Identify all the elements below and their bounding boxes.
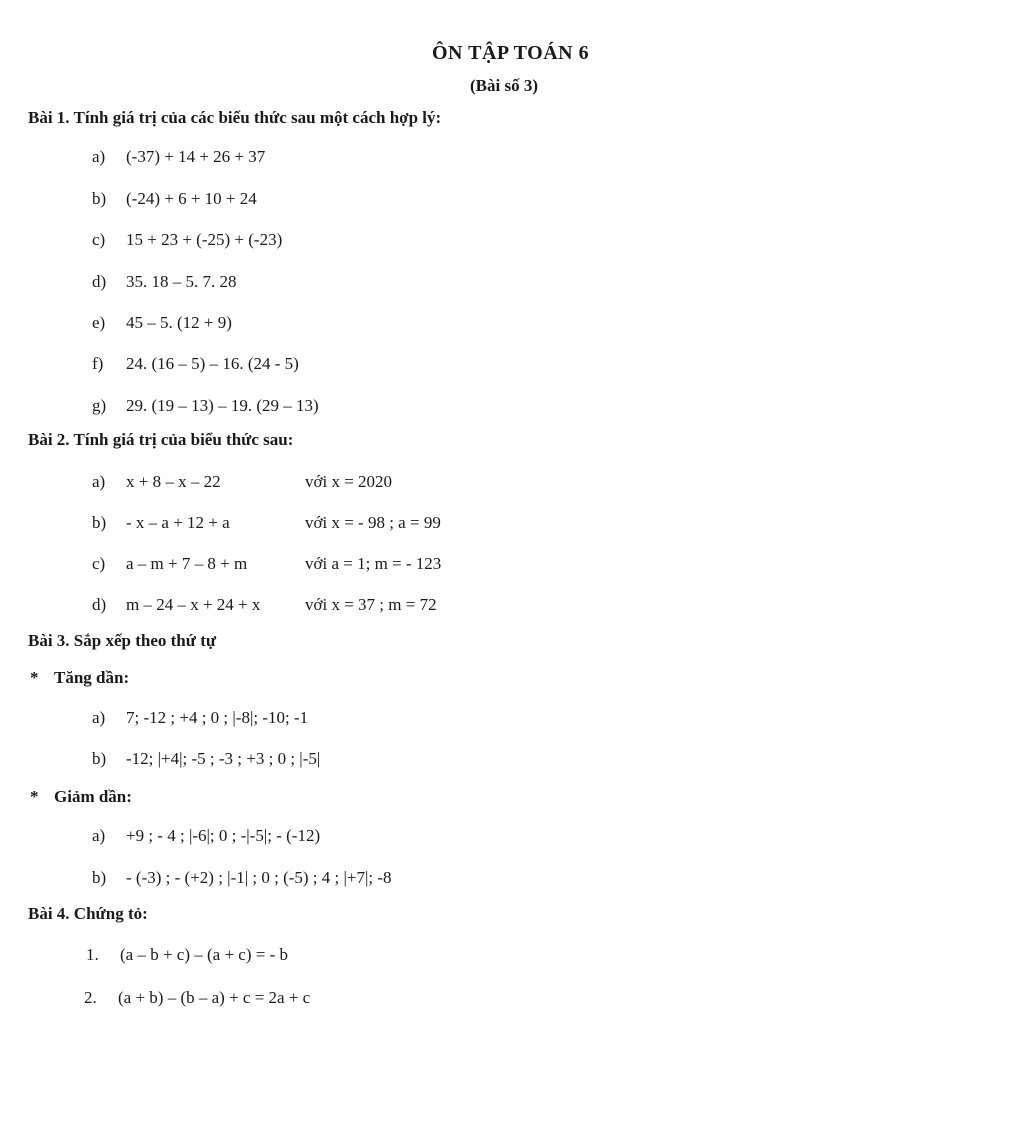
exercise-1-item bbox=[92, 147, 265, 167]
item-label: d) bbox=[92, 595, 107, 614]
item-expression: m – 24 – x + 24 + x bbox=[126, 595, 261, 614]
item-expression: -12; |+4|; -5 ; -3 ; +3 ; 0 ; |-5| bbox=[126, 749, 321, 768]
document-title: ÔN TẬP TOÁN 6 bbox=[432, 42, 590, 64]
section-label: Tăng dần: bbox=[54, 668, 130, 687]
exercise-1-item bbox=[92, 230, 282, 250]
item-expression: +9 ; - 4 ; |-6|; 0 ; -|-5|; - (-12) bbox=[126, 826, 321, 845]
exercise-4-heading: Bài 4. Chứng tỏ: bbox=[28, 904, 148, 923]
bullet-marker: * bbox=[30, 787, 39, 806]
item-label: a) bbox=[92, 708, 106, 727]
ascending-section-label bbox=[30, 668, 129, 688]
exercise-2-item bbox=[92, 513, 512, 533]
exercise-3-heading: Bài 3. Sắp xếp theo thứ tự bbox=[28, 631, 217, 650]
item-label: c) bbox=[92, 230, 106, 249]
item-label: b) bbox=[92, 189, 107, 208]
item-expression: 29. (19 – 13) – 19. (29 – 13) bbox=[126, 396, 319, 415]
section-label: Giảm dần: bbox=[54, 787, 132, 806]
item-label: e) bbox=[92, 313, 106, 332]
item-label: g) bbox=[92, 396, 107, 415]
item-label: 1. bbox=[86, 945, 99, 964]
exercise-4-item bbox=[86, 945, 288, 965]
item-expression: (-24) + 6 + 10 + 24 bbox=[126, 189, 257, 208]
item-expression: (a + b) – (b – a) + c = 2a + c bbox=[118, 988, 311, 1007]
exercise-3-item bbox=[92, 749, 320, 769]
exercise-2-heading: Bài 2. Tính giá trị của biểu thức sau: bbox=[28, 430, 294, 449]
item-label: a) bbox=[92, 147, 106, 166]
item-expression: 7; -12 ; +4 ; 0 ; |-8|; -10; -1 bbox=[126, 708, 309, 727]
item-expression: - (-3) ; - (+2) ; |-1| ; 0 ; (-5) ; 4 ; |+7|; -8 bbox=[126, 868, 392, 887]
item-label: d) bbox=[92, 272, 107, 291]
exercise-2-item bbox=[92, 554, 512, 574]
item-label: b) bbox=[92, 749, 107, 768]
exercise-1-item bbox=[92, 396, 319, 416]
item-expression: 15 + 23 + (-25) + (-23) bbox=[126, 230, 283, 249]
exercise-1-item bbox=[92, 189, 257, 209]
item-label: a) bbox=[92, 472, 106, 491]
exercise-1-item bbox=[92, 354, 299, 374]
exercise-3-item bbox=[92, 868, 392, 888]
document-subtitle: (Bài số 3) bbox=[470, 76, 538, 95]
item-expression: 35. 18 – 5. 7. 28 bbox=[126, 272, 237, 291]
item-condition: với a = 1; m = - 123 bbox=[305, 554, 442, 573]
item-condition: với x = 2020 bbox=[305, 472, 393, 491]
exercise-4-item bbox=[84, 988, 310, 1008]
exercise-1-item bbox=[92, 313, 232, 333]
item-condition: với x = 37 ; m = 72 bbox=[305, 595, 437, 614]
bullet-marker: * bbox=[30, 668, 39, 687]
exercise-1-heading: Bài 1. Tính giá trị của các biểu thức sau một cách hợp lý: bbox=[28, 108, 442, 127]
item-expression: x + 8 – x – 22 bbox=[126, 472, 221, 491]
item-expression: a – m + 7 – 8 + m bbox=[126, 554, 248, 573]
item-label: b) bbox=[92, 868, 107, 887]
item-expression: 45 – 5. (12 + 9) bbox=[126, 313, 232, 332]
item-label: 2. bbox=[84, 988, 97, 1007]
exercise-3-item bbox=[92, 708, 308, 728]
item-expression: (a – b + c) – (a + c) = - b bbox=[120, 945, 288, 964]
item-expression: (-37) + 14 + 26 + 37 bbox=[126, 147, 266, 166]
exercise-2-item bbox=[92, 595, 512, 615]
item-label: b) bbox=[92, 513, 107, 532]
item-expression: - x – a + 12 + a bbox=[126, 513, 230, 532]
exercise-2-item bbox=[92, 472, 512, 492]
exercise-1-item bbox=[92, 272, 237, 292]
item-label: c) bbox=[92, 554, 106, 573]
exercise-3-item bbox=[92, 826, 320, 846]
item-condition: với x = - 98 ; a = 99 bbox=[305, 513, 441, 532]
item-expression: 24. (16 – 5) – 16. (24 - 5) bbox=[126, 354, 299, 373]
descending-section-label bbox=[30, 787, 132, 807]
item-label: a) bbox=[92, 826, 106, 845]
item-label: f) bbox=[92, 354, 104, 373]
